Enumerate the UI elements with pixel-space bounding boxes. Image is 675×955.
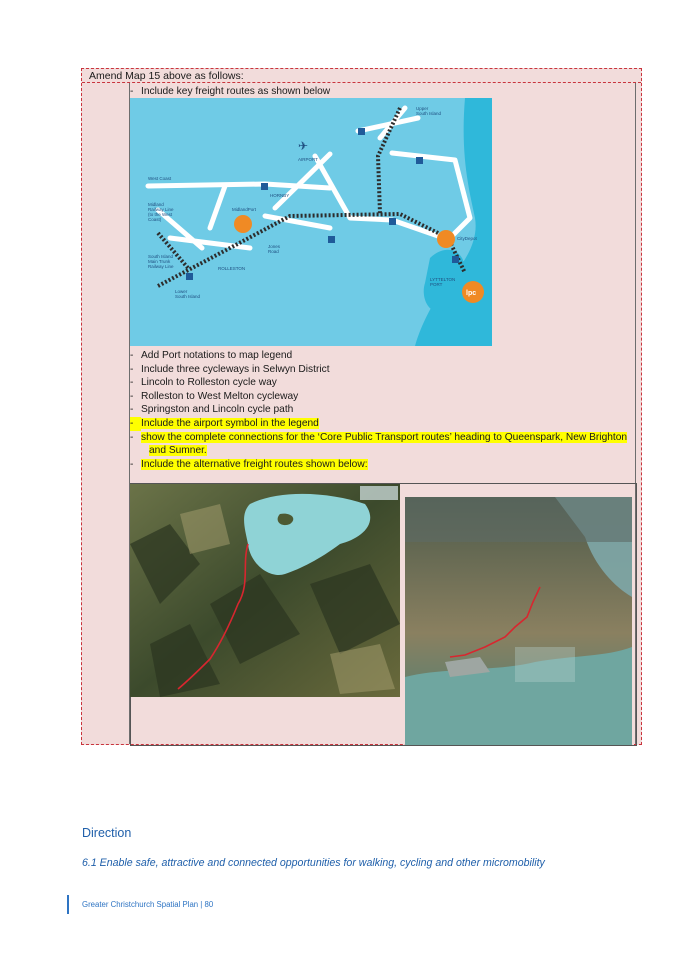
list-item: - Include key freight routes as shown below xyxy=(130,86,331,97)
list-item-text: Include key freight routes as shown below xyxy=(141,86,331,97)
svg-text:MidlandRailway Line(to the Wes: Midland Railway Line (to the West Coast) xyxy=(148,202,174,222)
list-item-continuation xyxy=(149,444,207,458)
amendment-box xyxy=(81,68,642,745)
aerial-photo-lyttelton-harbour xyxy=(130,484,400,697)
list-item: - Springston and Lincoln cycle path xyxy=(130,404,294,416)
freight-routes-map xyxy=(130,98,492,346)
midland-port-marker xyxy=(234,215,252,233)
highlighted-text: show the complete connections for the ‘Core Public Transport routes’ heading to Queenspark, New Brighton xyxy=(141,431,628,443)
svg-text:CityDepot: CityDepot xyxy=(457,236,477,241)
list-item: - Include three cycleways in Selwyn District xyxy=(130,363,330,375)
list-item: - Lincoln to Rolleston cycle way xyxy=(130,377,277,389)
list-item: - show the complete connections for the ‘Core Public Transport routes’ heading to Queenspark, New Brighton xyxy=(130,431,628,443)
svg-text:ROLLESTON: ROLLESTON xyxy=(218,266,246,271)
svg-text:LYTTELTONPORT: LYTTELTON PORT xyxy=(430,277,456,287)
airport-icon: ✈ xyxy=(298,139,309,153)
city-depot-marker xyxy=(437,230,455,248)
footer-accent-bar xyxy=(67,895,69,914)
highlighted-text: Include the alternative freight routes shown below: xyxy=(141,459,368,470)
svg-text:LowerSouth Island: Lower South Island xyxy=(175,289,201,299)
svg-text:AIRPORT: AIRPORT xyxy=(298,157,318,162)
svg-text:West Coast: West Coast xyxy=(148,176,172,181)
section-subheading: 6.1 Enable safe, attractive and connected opportunities for walking, cycling and other micromobility xyxy=(82,857,545,869)
list-item: - Include the alternative freight routes shown below: xyxy=(130,459,368,470)
page-footer: Greater Christchurch Spatial Plan | 80 xyxy=(82,900,214,909)
svg-text:UpperSouth Island: Upper South Island xyxy=(416,106,442,116)
list-item: - Include the airport symbol in the legend xyxy=(130,418,319,429)
lpc-logo: lpc xyxy=(466,290,477,297)
svg-text:South IslandMain TrunkRailway: South Island Main Trunk Railway Line xyxy=(148,254,174,269)
svg-text:MidlandPort: MidlandPort xyxy=(232,207,257,212)
section-heading: Direction xyxy=(82,826,132,840)
highlighted-text: and Sumner. xyxy=(149,445,207,457)
highlighted-text: Include the airport symbol in the legend xyxy=(141,418,319,429)
amendment-title: Amend Map 15 above as follows: xyxy=(89,70,244,82)
amendment-divider xyxy=(82,82,641,83)
list-item: - Add Port notations to map legend xyxy=(130,350,293,361)
svg-text:HORNBY: HORNBY xyxy=(270,193,290,198)
svg-text:JonesRoad: Jones Road xyxy=(268,244,281,254)
aerial-photo-port-hills xyxy=(405,497,632,745)
list-item: - Rolleston to West Melton cycleway xyxy=(130,390,299,402)
